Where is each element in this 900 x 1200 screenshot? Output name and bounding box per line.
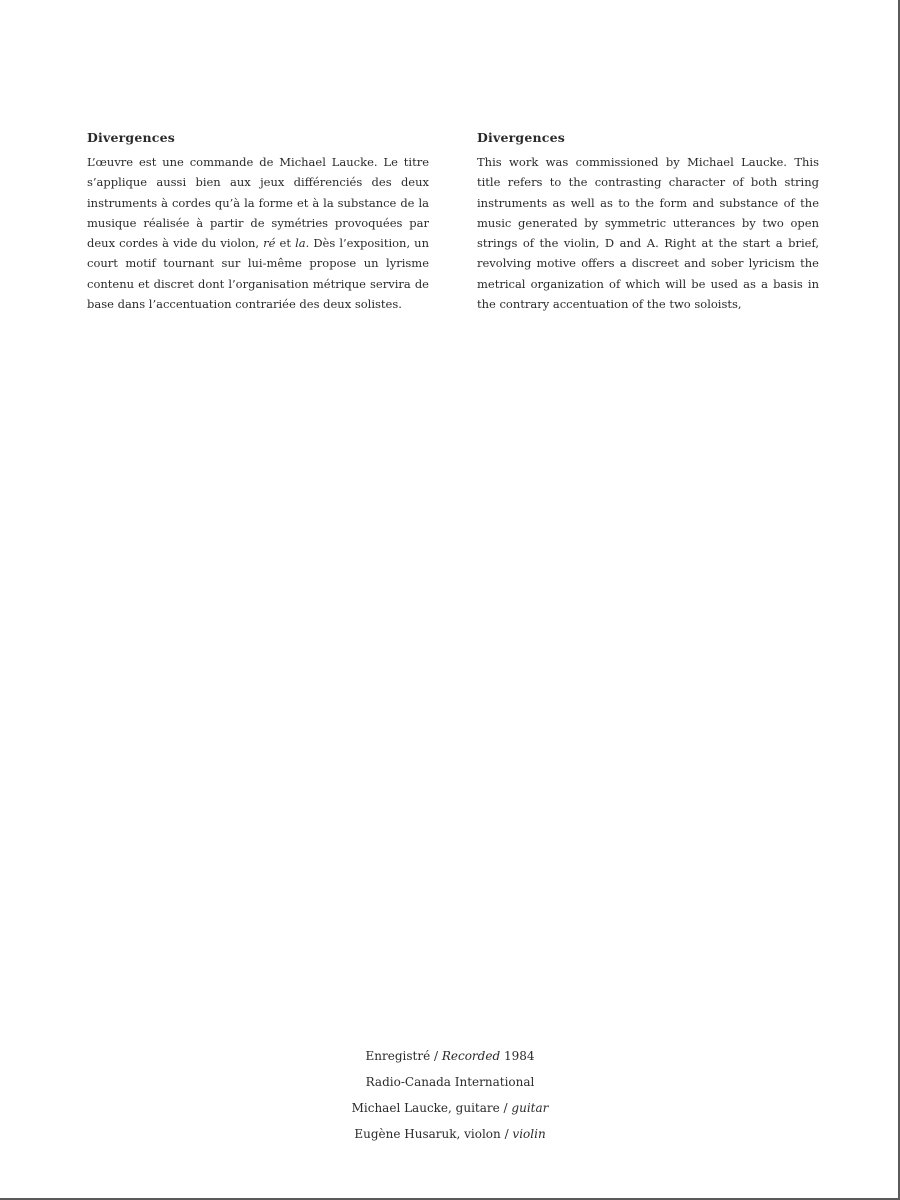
english-body: This work was commissioned by Michael Laucke. This title refers to the contrasting character of both string instruments as well as to the form and substance of the music generated by symmetric utterances by two open strings of the violin, D and A. Right at the start a brief, revolving motive offers a discreet and sober lyricism the metrical organization of which will be used as a basis in the contrary accentuation of the two soloists, [477, 155, 819, 312]
credit-label: Radio-Canada International [365, 1075, 535, 1089]
credit-recorded-en: Recorded [441, 1049, 501, 1063]
credit-recorded-year: 1984 [500, 1049, 535, 1063]
credit-recorded [0, 1043, 900, 1069]
french-body-text-2: . Dès l’exposition, un court motif tournant sur lui-même propose un lyrisme contenu et discret dont l’organisation métrique servira de base dans l’accentuation contrariée des deux solistes. [87, 236, 429, 312]
french-title: Divergences [87, 130, 175, 145]
note-la: la [295, 236, 306, 251]
credit-performer-guitar [0, 1095, 900, 1121]
recording-credits [0, 1043, 900, 1147]
french-body-text-1: L’œuvre est une commande de Michael Laucke. Le titre s’applique aussi bien aux jeux différenciés des deux instruments à cordes qu’à la forme et à la substance de la musique réalisée à partir de symétries provoquées par deux cordes à vide du violon, [87, 155, 429, 251]
credit-performer-violin-en: violin [512, 1127, 546, 1141]
french-column [87, 130, 429, 314]
credit-recorded-fr: Enregistré / [365, 1049, 442, 1063]
english-title: Divergences [477, 130, 565, 145]
note-re: ré [263, 236, 276, 251]
credit-performer-guitar-fr: Michael Laucke, guitare / [351, 1101, 512, 1115]
french-body-and: et [275, 236, 296, 251]
credit-performer-violin [0, 1121, 900, 1147]
credit-performer-violin-fr: Eugène Husaruk, violon / [354, 1127, 513, 1141]
french-body [87, 152, 429, 314]
english-column [477, 130, 819, 314]
credit-performer-guitar-en: guitar [511, 1101, 549, 1115]
